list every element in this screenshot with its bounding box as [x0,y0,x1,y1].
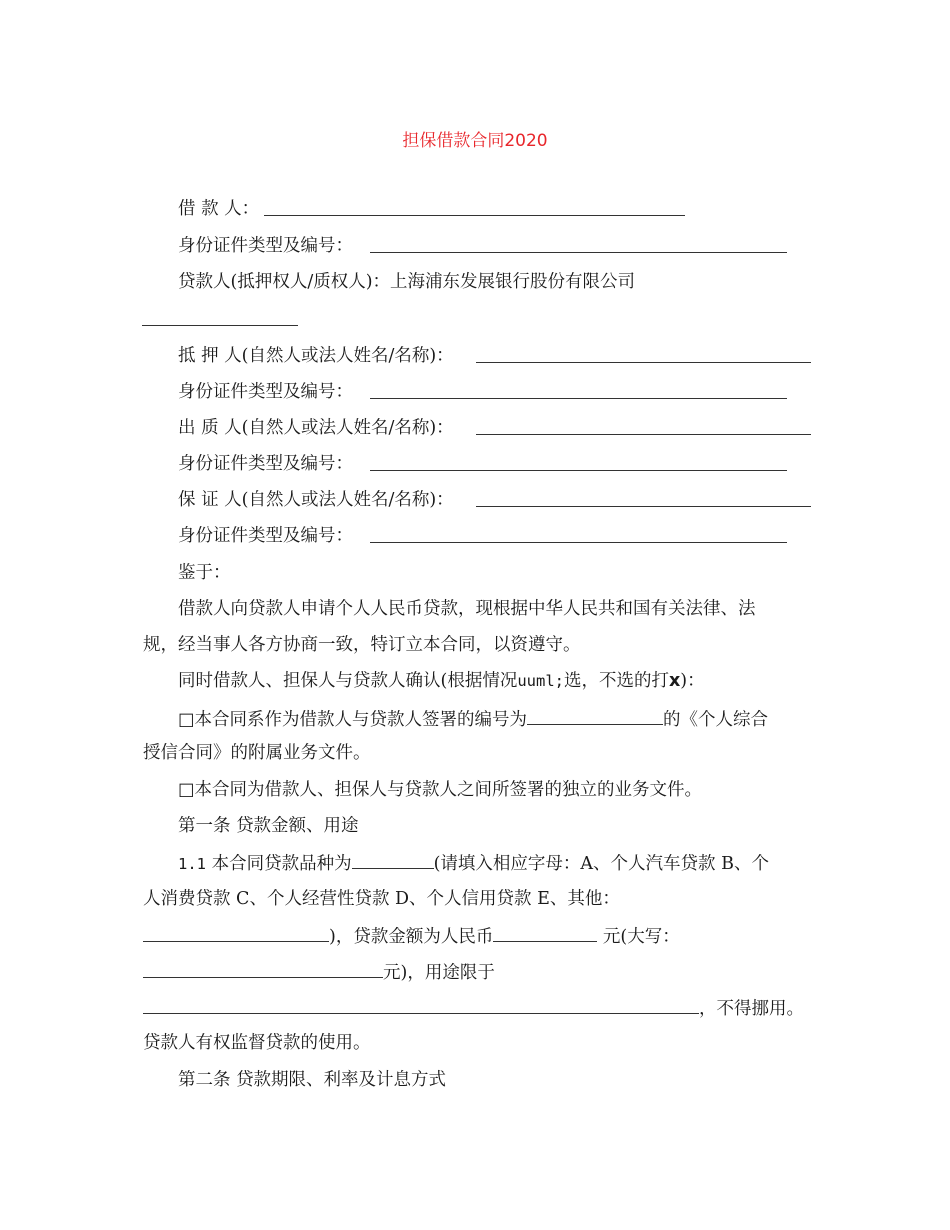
mortgagor-id-field [178,380,353,404]
article1-text-b: (请填入相应字母：A、个人汽车贷款 B、个 [433,854,769,874]
lender-blank[interactable] [142,325,298,326]
borrower-id-field [178,234,353,258]
page-title: 担保借款合同2020 [402,131,548,151]
mortgagor-label: 抵 押 人(自然人或法人姓名/名称)： [178,346,454,366]
para1-line1: 借款人向贷款人申请个人人民币贷款，现根据中华人民共和国有关法律、法 [178,599,756,619]
lender-field: 贷款人(抵押权人/质权人)：上海浦东发展银行股份有限公司 [178,272,636,292]
id-label: 身份证件类型及编号： [178,526,353,546]
article1-line2: 人消费贷款 C、个人经营性贷款 D、个人信用贷款 E、其他： [143,889,620,909]
article1-line5 [143,995,804,1021]
pledgor-field [178,416,454,440]
article1-line4-text: 元)，用途限于 [383,963,495,983]
article1-line5-text: ，不得挪用。 [699,999,804,1019]
option1-text-a: □本合同系作为借款人与贷款人签署的编号为 [178,710,528,730]
guarantor-id-blank[interactable] [370,542,787,543]
option2-line: □本合同为借款人、担保人与贷款人之间所签署的独立的业务文件。 [178,780,703,800]
borrower-blank[interactable] [264,215,685,216]
para1-line2: 规，经当事人各方协商一致，特订立本合同，以资遵守。 [143,635,581,655]
article1-line1 [178,850,769,876]
article1-text-a: 本合同贷款品种为 [211,854,352,874]
para2-line [178,669,705,693]
loan-amount-blank[interactable] [493,923,597,942]
para2-text-b: 选，不选的打 [564,671,669,691]
guarantor-blank[interactable] [476,506,811,507]
guarantor-field [178,488,454,512]
option1-line2: 授信合同》的附属业务文件。 [143,743,371,763]
article1-line3-text-a: )，贷款金额为人民币 [329,927,494,947]
id-label: 身份证件类型及编号： [178,454,353,474]
para2-code: uuml; [517,672,564,690]
article2-heading: 第二条 贷款期限、利率及计息方式 [178,1070,447,1090]
other-type-blank[interactable] [143,923,329,942]
guarantor-id-field [178,524,353,548]
guarantor-label: 保 证 人(自然人或法人姓名/名称)： [178,490,454,510]
borrower-field [178,197,259,221]
id-label: 身份证件类型及编号： [178,382,353,402]
mortgagor-blank[interactable] [476,362,811,363]
para2-text-c: )： [680,671,705,691]
article1-number: 1.1 [178,855,206,873]
para2-text-a: 同时借款人、担保人与贷款人确认(根据情况 [178,671,518,691]
borrower-label: 借 款 人： [178,199,260,219]
pledgor-blank[interactable] [476,434,811,435]
article1-heading: 第一条 贷款金额、用途 [178,816,359,836]
article1-line6: 贷款人有权监督贷款的使用。 [143,1033,371,1053]
loan-type-blank[interactable] [352,850,434,869]
para2-x-mark: x [669,671,681,691]
mortgagor-field [178,344,454,368]
option1-line1 [178,706,768,732]
pledgor-label: 出 质 人(自然人或法人姓名/名称)： [178,418,454,438]
id-label: 身份证件类型及编号： [178,236,353,256]
option1-number-blank[interactable] [527,706,663,725]
article1-line3-text-b: 元(大写： [602,927,680,947]
option1-text-b: 的《个人综合 [663,710,769,730]
mortgagor-id-blank[interactable] [370,398,787,399]
article1-line4 [143,959,495,985]
pledgor-id-blank[interactable] [370,470,787,471]
borrower-id-blank[interactable] [370,252,787,253]
whereas-heading: 鉴于： [178,563,231,583]
amount-uppercase-blank[interactable] [143,959,383,978]
pledgor-id-field [178,452,353,476]
purpose-blank[interactable] [143,995,699,1014]
article1-line3 [143,923,680,949]
